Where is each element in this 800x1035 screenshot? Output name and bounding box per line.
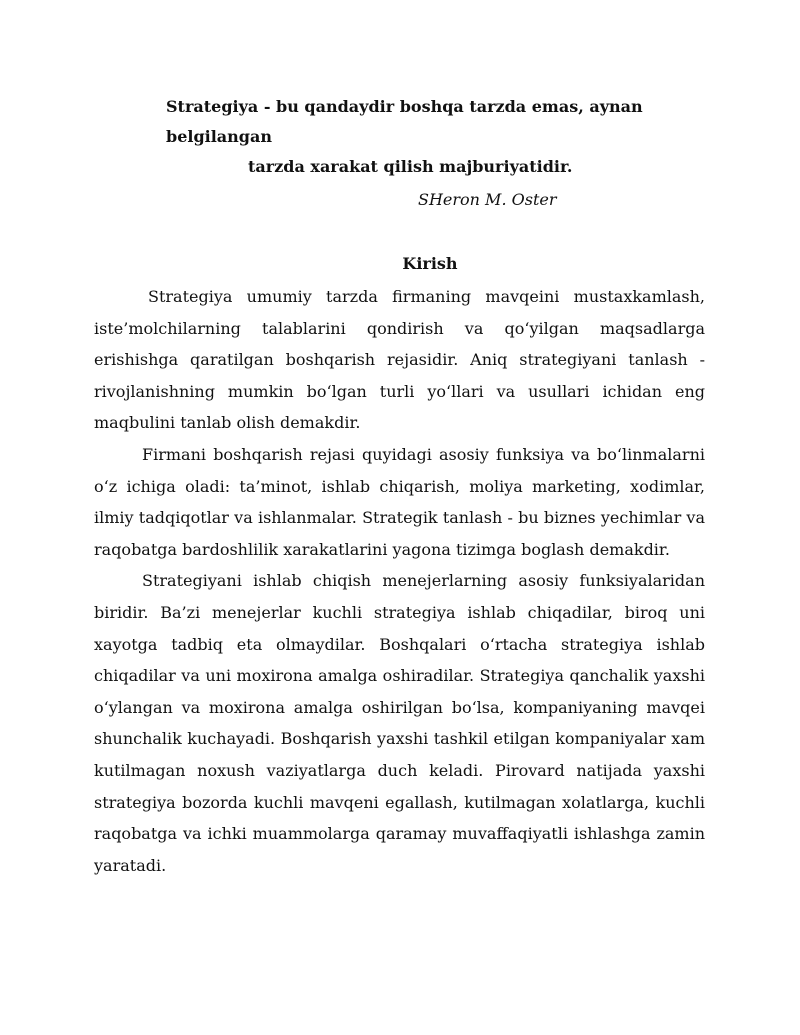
paragraph-1: Strategiya umumiy tarzda firmaning mavqeini mustaxkamlash, iste’molchilarning talablarini qondirish va qo‘yilgan maqsadlarga erishishga qaratilgan boshqarish rejasidir. Aniq strategiyani tanlash - rivojlanishning mumkin bo‘lgan turli yo‘llari va usullari ichidan eng maqbulini tanlab olish demakdir. — [94, 287, 705, 433]
paragraph-3: Strategiyani ishlab chiqish menejerlarning asosiy funksiyalaridan biridir. Ba’zi menejerlar kuchli strategiya ishlab chiqadilar, biroq uni xayotga tadbiq eta olmaydilar. Boshqalari o‘rtacha strategiya ishlab chiqadilar va uni moxirona amalga oshiradilar. Strategiya qanchalik yaxshi o‘ylangan va moxirona amalga oshirilgan bo‘lsa, kompaniyaning mavqei shunchalik kuchayadi. Boshqarish yaxshi tashkil etilgan kompaniyalar xam kutilmagan noxush vaziyatlarga duch keladi. Pirovard natijada yaxshi strategiya bozorda kuchli mavqeni egallash, kutilmagan xolatlarga, kuchli raqobatga va ichki muammolarga qaramay muvaffaqiyatli ishlashga zamin yaratadi. — [94, 571, 705, 875]
epigraph-line-1: Strategiya - bu qandaydir boshqa tarzda emas, aynan belgilangan — [166, 97, 643, 146]
paragraph-2: Firmani boshqarish rejasi quyidagi asosiy funksiya va bo‘linmalarni o‘z ichiga oladi: ta’minot, ishlab chiqarish, moliya marketing, xodimlar, ilmiy tadqiqotlar va ishlanmalar. Strategik tanlash - bu biznes yechimlar va raqobatga bardoshlilik xarakatlarini yagona tizimga boglash demakdir. — [94, 444, 705, 559]
section-heading: Kirish — [402, 254, 458, 273]
epigraph-author: SHeron M. Oster — [418, 190, 557, 209]
epigraph — [160, 92, 700, 182]
epigraph-line-2: tarzda xarakat qilish majburiyatidir. — [248, 157, 573, 176]
body-text — [94, 281, 705, 881]
